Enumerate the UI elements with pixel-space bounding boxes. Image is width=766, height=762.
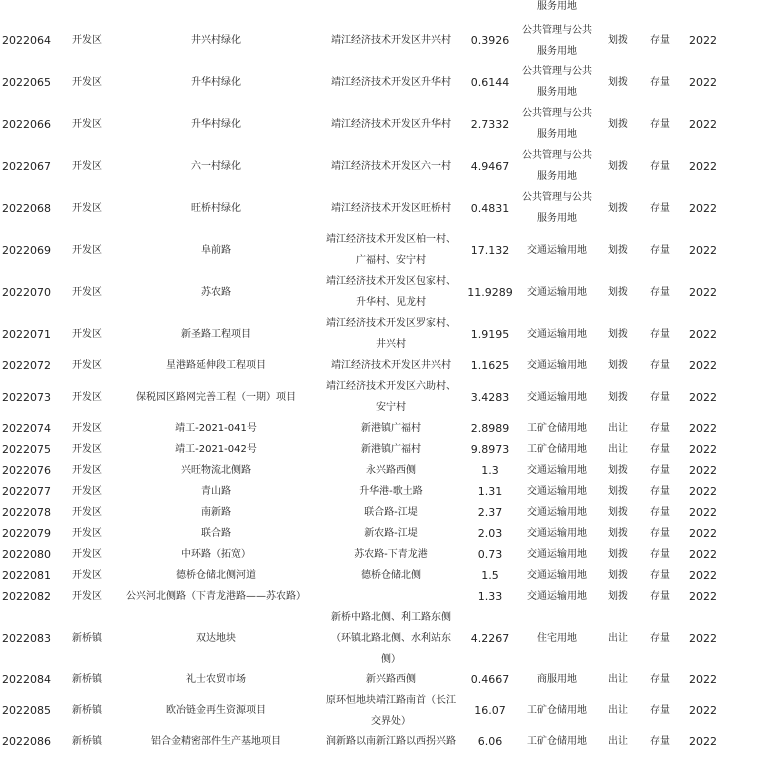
table-row [0,418,766,439]
land-code-cell: 2022077 [2,485,51,498]
district-cell: 开发区 [72,465,102,476]
land-use-cell: 交通运输用地 [527,591,587,602]
year-cell: 2022 [689,75,717,89]
area-hectares-cell: 2.7332 [470,117,510,131]
land-code-cell: 2022078 [2,506,51,519]
project-name-cell: 新圣路工程项目 [181,328,251,340]
area-hectares-cell: 0.3926 [470,34,510,47]
land-use-cell: 交通运输用地 [527,391,587,403]
table-row [0,565,766,586]
project-name-cell: 靖工-2021-042号 [175,444,257,455]
table-row [0,607,766,669]
area-hectares-cell: 17.132 [470,243,510,257]
table-row [0,481,766,502]
status-cell: 存量 [650,423,670,434]
supply-mode-cell: 划拨 [608,465,628,476]
year-cell: 2022 [689,422,717,435]
year-cell: 2022 [689,117,717,131]
land-code-cell: 2022073 [2,390,51,404]
location-cell: 靖江经济技术开发区旺桥村 [331,202,451,214]
land-code-cell: 2022067 [2,159,51,173]
land-code-cell: 2022086 [2,735,51,748]
table-row [0,502,766,523]
district-cell: 新桥镇 [72,736,102,747]
top-fragment-text: 服务用地 [537,1,577,12]
year-cell: 2022 [689,201,717,215]
district-cell: 开发区 [72,549,102,560]
land-code-cell: 2022072 [2,359,51,372]
table-row [0,586,766,607]
land-use-cell: 交通运输用地 [527,360,587,371]
status-cell: 存量 [650,328,670,340]
area-hectares-cell: 2.37 [477,506,503,519]
year-cell: 2022 [689,243,717,257]
location-cell: 苏农路-下青龙港 [354,549,428,560]
district-cell: 开发区 [72,570,102,581]
location-cell: 升华港-歌土路 [359,486,423,497]
project-name-cell: 欧冶链金再生资源项目 [166,705,266,716]
supply-mode-cell: 出让 [608,674,628,685]
land-code-cell: 2022070 [2,285,51,299]
area-hectares-cell: 0.4831 [470,201,510,215]
project-name-cell: 南新路 [201,507,231,518]
year-cell: 2022 [689,34,717,47]
project-name-cell: 双达地块 [196,632,236,644]
status-cell: 存量 [650,591,670,602]
table-row [0,20,766,61]
year-cell: 2022 [689,285,717,299]
year-cell: 2022 [689,485,717,498]
district-cell: 开发区 [72,360,102,371]
area-hectares-cell: 1.33 [477,590,503,603]
area-hectares-cell: 2.8989 [470,422,510,435]
table-row [0,187,766,229]
project-name-cell: 礼士农贸市场 [186,674,246,685]
land-use-cell: 工矿仓储用地 [527,705,587,716]
supply-mode-cell: 划拨 [608,549,628,560]
year-cell: 2022 [689,735,717,748]
status-cell: 存量 [650,549,670,560]
district-cell: 开发区 [72,423,102,434]
table-row [0,313,766,355]
status-cell: 存量 [650,570,670,581]
land-use-cell: 交通运输用地 [527,570,587,581]
land-use-cell: 公共管理与公共 服务用地 [522,24,592,57]
year-cell: 2022 [689,527,717,540]
land-use-cell: 交通运输用地 [527,328,587,340]
year-cell: 2022 [689,159,717,173]
status-cell: 存量 [650,391,670,403]
table-row [0,229,766,271]
location-cell: 永兴路西侧 [366,465,416,476]
supply-mode-cell: 划拨 [608,570,628,581]
land-code-cell: 2022081 [2,569,51,582]
year-cell: 2022 [689,673,717,686]
area-hectares-cell: 6.06 [477,735,503,748]
district-cell: 新桥镇 [72,632,102,644]
location-cell [320,586,462,607]
project-name-cell: 升华村绿化 [191,118,241,130]
land-use-cell: 商服用地 [537,674,577,685]
project-name-cell: 德桥仓储北侧河道 [176,570,256,581]
area-hectares-cell: 2.03 [477,527,503,540]
supply-mode-cell: 划拨 [608,360,628,371]
status-cell: 存量 [650,160,670,172]
status-cell: 存量 [650,705,670,716]
supply-mode-cell: 出让 [608,423,628,434]
table-row [0,669,766,690]
project-name-cell: 星港路延伸段工程项目 [166,360,266,371]
status-cell: 存量 [650,35,670,46]
district-cell: 开发区 [72,160,102,172]
supply-mode-cell: 划拨 [608,328,628,340]
project-name-cell: 阜前路 [201,244,231,256]
location-cell: 新兴路西侧 [366,674,416,685]
location-cell: 靖江经济技术开发区升华村 [331,118,451,130]
table-row [0,523,766,544]
land-use-cell: 交通运输用地 [527,286,587,298]
district-cell: 开发区 [72,35,102,46]
district-cell: 新桥镇 [72,674,102,685]
land-code-cell: 2022075 [2,443,51,456]
supply-mode-cell: 出让 [608,736,628,747]
land-use-cell: 交通运输用地 [527,549,587,560]
location-cell: 靖江经济技术开发区升华村 [331,76,451,88]
table-row [0,61,766,103]
supply-mode-cell: 划拨 [608,160,628,172]
area-hectares-cell: 4.9467 [470,159,510,173]
location-cell: 德桥仓储北侧 [361,570,421,581]
land-code-cell: 2022083 [2,631,51,645]
area-hectares-cell: 11.9289 [467,285,513,299]
location-cell: 靖江经济技术开发区井兴村 [331,360,451,371]
area-hectares-cell: 16.07 [474,704,506,717]
land-code-cell: 2022084 [2,673,51,686]
supply-mode-cell: 划拨 [608,118,628,130]
status-cell: 存量 [650,486,670,497]
table-row [0,460,766,481]
land-code-cell: 2022074 [2,422,51,435]
status-cell: 存量 [650,76,670,88]
project-name-cell: 苏农路 [201,286,231,298]
project-name-cell: 公兴河北侧路（下青龙港路——苏农路） [126,591,306,602]
year-cell: 2022 [689,548,717,561]
project-name-cell: 兴旺物流北侧路 [181,465,251,476]
project-name-cell: 保税园区路网完善工程（一期）项目 [136,391,296,403]
year-cell: 2022 [689,506,717,519]
district-cell: 开发区 [72,202,102,214]
project-name-cell: 铝合金精密部件生产基地项目 [151,736,281,747]
land-use-cell: 工矿仓储用地 [527,736,587,747]
table-row [0,731,766,752]
area-hectares-cell: 3.4283 [470,390,510,404]
supply-mode-cell: 划拨 [608,391,628,403]
land-code-cell: 2022080 [2,548,51,561]
land-code-cell: 2022079 [2,527,51,540]
location-cell: 联合路-江堤 [364,507,418,518]
supply-mode-cell: 划拨 [608,286,628,298]
project-name-cell: 旺桥村绿化 [191,202,241,214]
table-row [0,376,766,418]
location-cell: 靖江经济技术开发区井兴村 [331,35,451,46]
district-cell: 开发区 [72,118,102,130]
land-code-cell: 2022069 [2,243,51,257]
area-hectares-cell: 9.8973 [470,443,510,456]
status-cell: 存量 [650,674,670,685]
project-name-cell: 中环路（拓宽） [181,549,251,560]
status-cell: 存量 [650,632,670,644]
district-cell: 开发区 [72,286,102,298]
district-cell: 开发区 [72,507,102,518]
land-use-cell: 工矿仓储用地 [527,444,587,455]
table-row [0,690,766,731]
area-hectares-cell: 1.3 [481,464,499,477]
district-cell: 开发区 [72,528,102,539]
area-hectares-cell: 0.4667 [470,673,510,686]
project-name-cell: 靖工-2021-041号 [175,423,257,434]
location-cell: 靖江经济技术开发区柏一村、 广福村、安宁村 [326,234,456,266]
area-hectares-cell: 1.9195 [470,327,510,341]
location-cell: 新桥中路北侧、利工路东侧 （环镇北路北侧、水利站东 侧） [331,611,451,665]
land-code-cell: 2022068 [2,201,51,215]
year-cell: 2022 [689,704,717,717]
year-cell: 2022 [689,327,717,341]
project-name-cell: 联合路 [201,528,231,539]
year-cell: 2022 [689,631,717,645]
status-cell: 存量 [650,244,670,256]
supply-mode-cell: 出让 [608,705,628,716]
location-cell: 原环恒地块靖江路南首（长江 交界处） [326,694,456,727]
district-cell: 开发区 [72,76,102,88]
location-cell: 润新路以南新江路以西拐兴路 [326,736,456,747]
land-code-cell: 2022066 [2,117,51,131]
project-name-cell: 青山路 [201,486,231,497]
land-use-cell: 公共管理与公共 服务用地 [522,150,592,182]
supply-mode-cell: 划拨 [608,244,628,256]
status-cell: 存量 [650,360,670,371]
table-row [0,271,766,313]
area-hectares-cell: 1.1625 [470,359,510,372]
year-cell: 2022 [689,390,717,404]
supply-mode-cell: 划拨 [608,528,628,539]
supply-mode-cell: 划拨 [608,507,628,518]
status-cell: 存量 [650,444,670,455]
table-row [0,544,766,565]
district-cell: 开发区 [72,486,102,497]
year-cell: 2022 [689,569,717,582]
supply-mode-cell: 划拨 [608,591,628,602]
table-row [0,355,766,376]
location-cell: 新港镇广福村 [361,444,421,455]
land-use-cell: 交通运输用地 [527,507,587,518]
project-name-cell: 六一村绿化 [191,160,241,172]
year-cell: 2022 [689,359,717,372]
supply-mode-cell: 划拨 [608,202,628,214]
location-cell: 靖江经济技术开发区六一村 [331,160,451,172]
land-code-cell: 2022085 [2,704,51,717]
table-row [0,145,766,187]
district-cell: 开发区 [72,444,102,455]
supply-mode-cell: 出让 [608,444,628,455]
area-hectares-cell: 1.31 [477,485,503,498]
land-use-cell: 住宅用地 [537,632,577,644]
supply-mode-cell: 划拨 [608,486,628,497]
district-cell: 开发区 [72,244,102,256]
land-use-cell: 公共管理与公共 服务用地 [522,66,592,98]
area-hectares-cell: 1.5 [481,569,499,582]
year-cell: 2022 [689,443,717,456]
land-use-cell: 公共管理与公共 服务用地 [522,192,592,224]
district-cell: 开发区 [72,391,102,403]
location-cell: 靖江经济技术开发区六助村、 安宁村 [326,381,456,413]
location-cell: 新港镇广福村 [361,423,421,434]
land-code-cell: 2022064 [2,34,51,47]
land-use-cell: 交通运输用地 [527,244,587,256]
table-row [0,439,766,460]
status-cell: 存量 [650,507,670,518]
project-name-cell: 井兴村绿化 [191,35,241,46]
location-cell: 新农路-江堤 [364,528,418,539]
land-use-cell: 交通运输用地 [527,528,587,539]
land-code-cell: 2022065 [2,75,51,89]
supply-mode-cell: 划拨 [608,35,628,46]
year-cell: 2022 [689,590,717,603]
status-cell: 存量 [650,465,670,476]
area-hectares-cell: 0.73 [477,548,503,561]
land-use-cell: 交通运输用地 [527,465,587,476]
supply-mode-cell: 出让 [608,632,628,644]
location-cell: 靖江经济技术开发区包家村、 升华村、见龙村 [326,276,456,308]
land-use-cell: 公共管理与公共 服务用地 [522,108,592,140]
land-code-cell: 2022076 [2,464,51,477]
land-code-cell: 2022071 [2,327,51,341]
land-use-cell: 交通运输用地 [527,486,587,497]
district-cell: 开发区 [72,591,102,602]
status-cell: 存量 [650,118,670,130]
status-cell: 存量 [650,736,670,747]
district-cell: 开发区 [72,328,102,340]
status-cell: 存量 [650,202,670,214]
year-cell: 2022 [689,464,717,477]
status-cell: 存量 [650,286,670,298]
project-name-cell: 升华村绿化 [191,76,241,88]
table-row [0,103,766,145]
area-hectares-cell: 4.2267 [470,631,510,645]
district-cell: 新桥镇 [72,705,102,716]
status-cell: 存量 [650,528,670,539]
supply-mode-cell: 划拨 [608,76,628,88]
land-use-cell: 工矿仓储用地 [527,423,587,434]
land-code-cell: 2022082 [2,590,51,603]
area-hectares-cell: 0.6144 [470,75,510,89]
location-cell: 靖江经济技术开发区罗家村、 井兴村 [326,318,456,350]
